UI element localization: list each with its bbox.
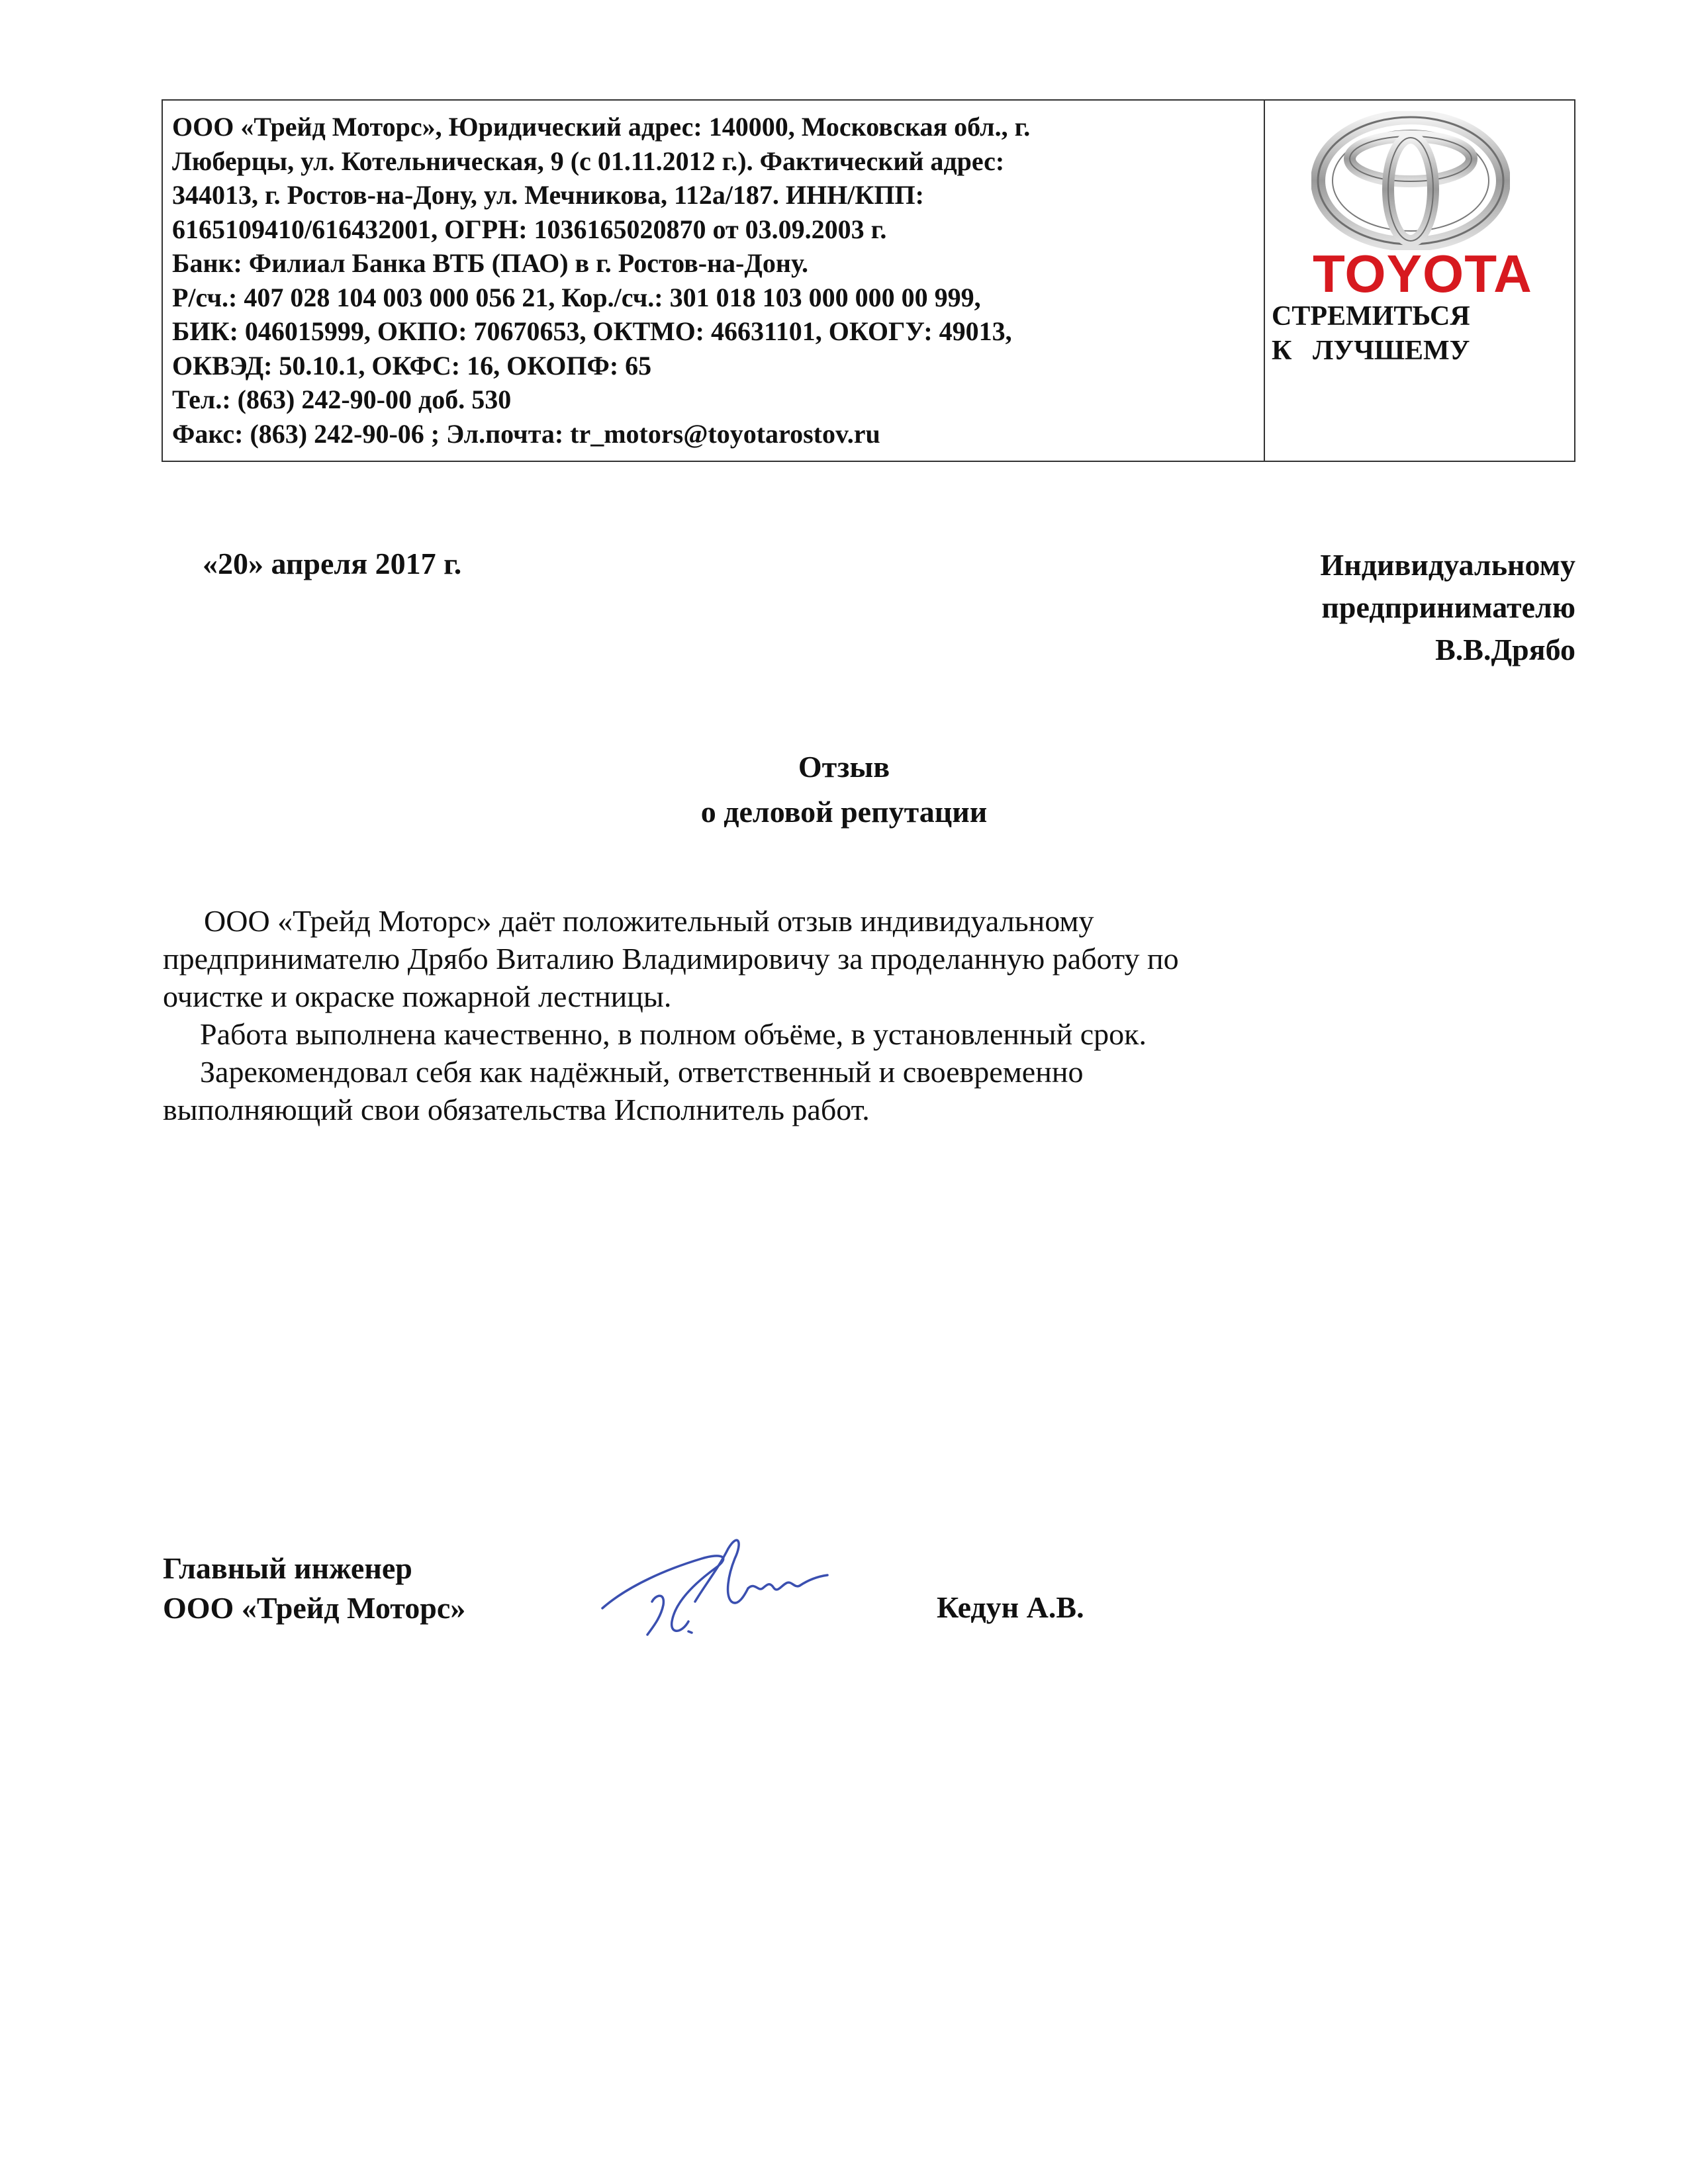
brand-wordmark: TOYOTA xyxy=(1313,244,1532,303)
requisites-line: Тел.: (863) 242-90-00 доб. 530 xyxy=(172,385,512,414)
body-line: предпринимателю Дрябо Виталию Владимировичу за проделанную работу по xyxy=(163,942,1179,976)
letter-date: «20» апреля 2017 г. xyxy=(203,547,462,580)
requisites-line: БИК: 046015999, ОКПО: 70670653, ОКТМО: 46631101, ОКОГУ: 49013, xyxy=(172,316,1012,346)
body-line: ООО «Трейд Моторс» даёт положительный отзыв индивидуальному xyxy=(204,904,1094,938)
body-line: Зарекомендовал себя как надёжный, ответственный и своевременно xyxy=(200,1055,1084,1089)
title-line: Отзыв xyxy=(798,750,890,784)
body-line: Работа выполнена качественно, в полном объёме, в установленный срок. xyxy=(200,1017,1147,1051)
recipient-line: предпринимателю xyxy=(1321,590,1575,624)
requisites-line: Люберцы, ул. Котельническая, 9 (с 01.11.2012 г.). Фактический адрес: xyxy=(172,146,1005,176)
document-title xyxy=(0,745,1688,835)
requisites-line: ОКВЭД: 50.10.1, ОКФС: 16, ОКОПФ: 65 xyxy=(172,350,652,381)
recipient xyxy=(1320,544,1575,671)
company-requisites xyxy=(163,101,1265,461)
slogan-line: К ЛУЧШЕМУ xyxy=(1272,336,1470,366)
requisites-line: Р/сч.: 407 028 104 003 000 056 21, Кор./сч.: 301 018 103 000 000 00 999, xyxy=(172,282,981,312)
logo-cell xyxy=(1265,101,1574,461)
body-line: выполняющий свои обязательства Исполнитель работ. xyxy=(163,1093,870,1126)
requisites-line: Банк: Филиал Банка ВТБ (ПАО) в г. Ростов-на-Дону. xyxy=(172,248,808,278)
title-line: о деловой репутации xyxy=(700,795,988,829)
requisites-line: ООО «Трейд Моторс», Юридический адрес: 140000, Московская обл., г. xyxy=(172,112,1031,142)
requisites-line: Факс: (863) 242-90-06 ; Эл.почта: tr_motors@toyotarostov.ru xyxy=(172,418,880,449)
slogan-line: СТРЕМИТЬСЯ xyxy=(1272,301,1470,332)
handwritten-signature xyxy=(589,1522,847,1668)
body-line: очистке и окраске пожарной лестницы. xyxy=(163,979,672,1013)
requisites-line: 344013, г. Ростов-на-Дону, ул. Мечникова, 112а/187. ИНН/КПП: xyxy=(172,180,924,210)
recipient-line: В.В.Дрябо xyxy=(1435,633,1575,666)
slogan xyxy=(1272,299,1470,368)
signer-position xyxy=(163,1549,465,1628)
letter-body xyxy=(163,902,1487,1128)
letterhead xyxy=(162,99,1575,462)
recipient-line: Индивидуальному xyxy=(1320,548,1575,582)
requisites-line: 6165109410/616432001, ОГРН: 1036165020870 от 03.09.2003 г. xyxy=(172,214,887,244)
signer-position-line: Главный инженер xyxy=(163,1551,412,1585)
toyota-emblem-icon xyxy=(1311,111,1510,250)
signer-position-line: ООО «Трейд Моторс» xyxy=(163,1591,466,1625)
signer-name: Кедун А.В. xyxy=(937,1590,1084,1624)
